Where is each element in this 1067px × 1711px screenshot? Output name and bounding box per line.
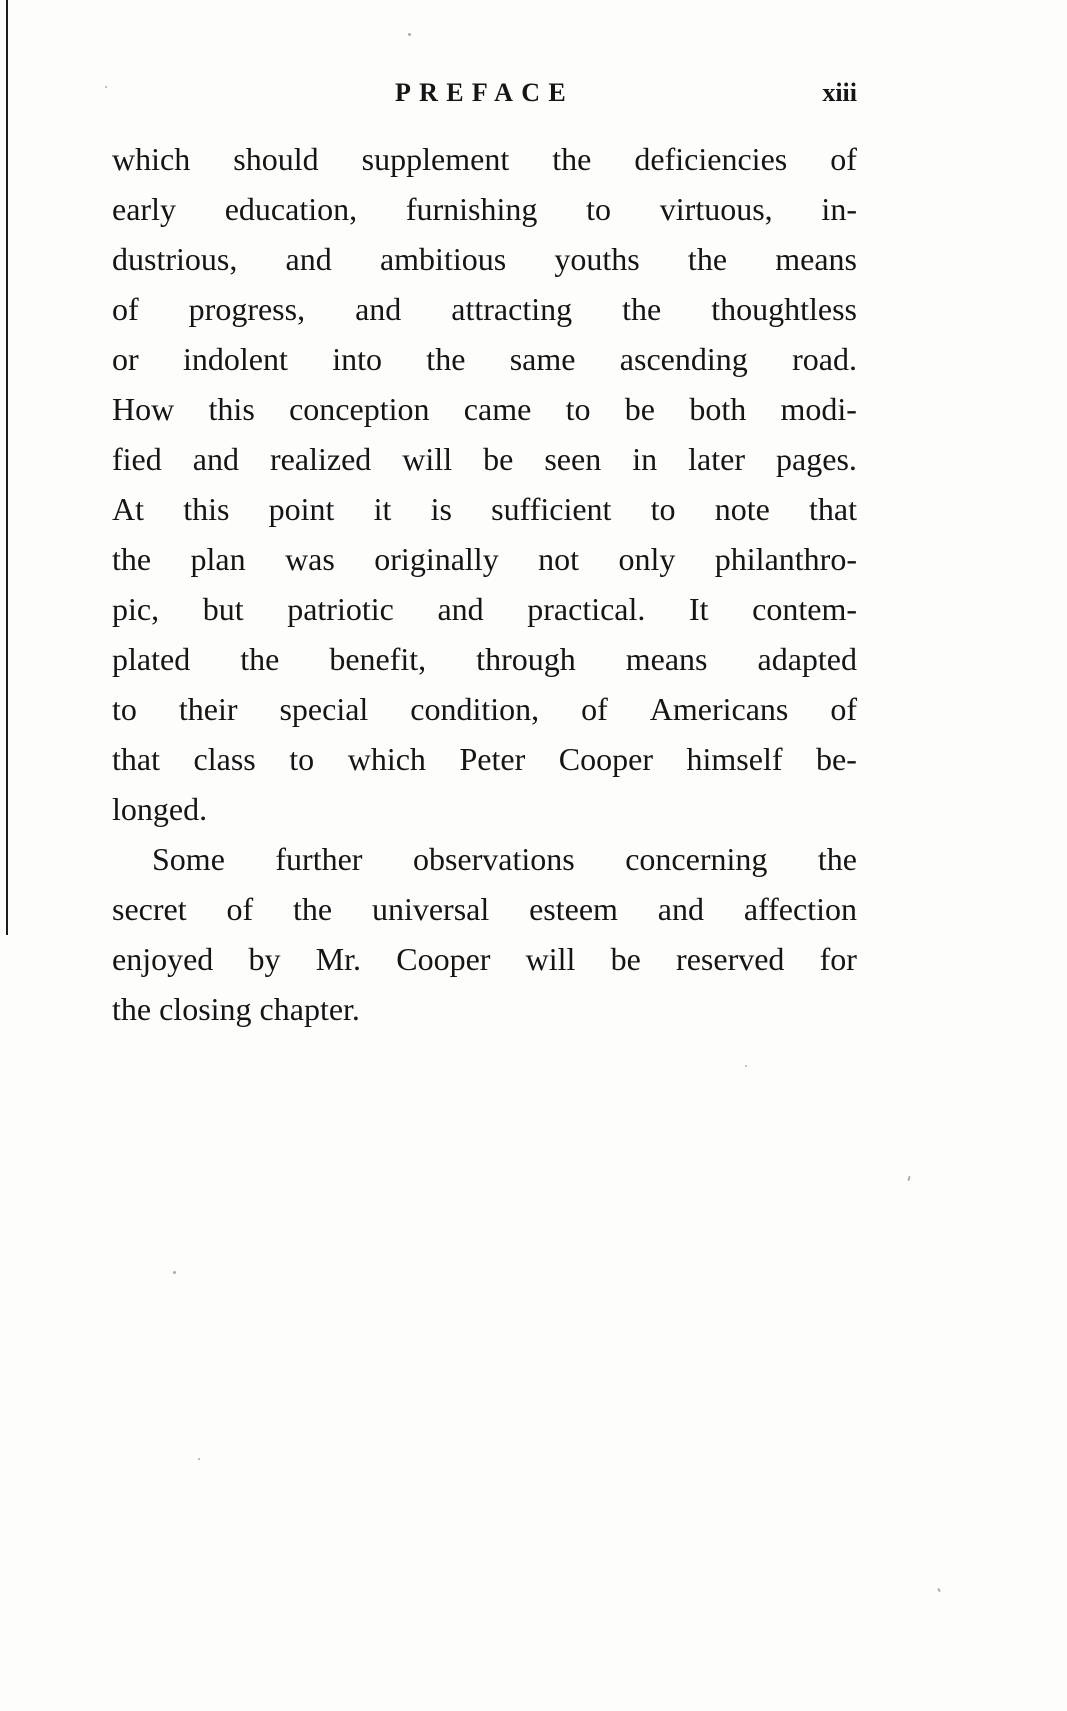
text-line: that class to which Peter Cooper himself be- bbox=[112, 741, 857, 777]
scan-artifact bbox=[745, 1065, 747, 1067]
text-line: pic, but patriotic and practical. It contem- bbox=[112, 591, 857, 627]
chapter-title: PREFACE bbox=[394, 78, 575, 107]
text-column bbox=[112, 76, 857, 1034]
text-line: of progress, and attracting the thoughtless bbox=[112, 291, 857, 327]
text-line: to their special condition, of Americans of bbox=[112, 691, 857, 727]
page-body bbox=[112, 134, 857, 1034]
scan-artifact bbox=[105, 86, 107, 88]
paragraph bbox=[112, 134, 857, 834]
paragraph bbox=[112, 834, 857, 1034]
text-line: enjoyed by Mr. Cooper will be reserved for bbox=[112, 941, 857, 977]
scan-artifact bbox=[173, 1271, 176, 1274]
text-line: early education, furnishing to virtuous, in- bbox=[112, 191, 857, 227]
text-line: longed. bbox=[112, 791, 208, 827]
scan-artifact bbox=[907, 1176, 911, 1181]
page-edge-line bbox=[6, 0, 8, 935]
text-line: the plan was originally not only philanthro- bbox=[112, 541, 857, 577]
text-line: plated the benefit, through means adapted bbox=[112, 641, 857, 677]
text-line: the closing chapter. bbox=[112, 991, 360, 1027]
text-line: which should supplement the deficiencies of bbox=[112, 141, 857, 177]
scan-artifact bbox=[937, 1588, 941, 1592]
text-line: dustrious, and ambitious youths the means bbox=[112, 241, 857, 277]
text-line: secret of the universal esteem and affection bbox=[112, 891, 857, 927]
scan-artifact bbox=[198, 1458, 200, 1460]
scan-artifact bbox=[408, 33, 411, 36]
page-header bbox=[112, 76, 857, 110]
text-line: At this point it is sufficient to note that bbox=[112, 491, 857, 527]
text-line: fied and realized will be seen in later pages. bbox=[112, 441, 857, 477]
text-line: How this conception came to be both modi- bbox=[112, 391, 857, 427]
text-line: or indolent into the same ascending road. bbox=[112, 341, 857, 377]
page-number: xiii bbox=[822, 78, 857, 107]
text-line: Some further observations concerning the bbox=[152, 841, 857, 877]
